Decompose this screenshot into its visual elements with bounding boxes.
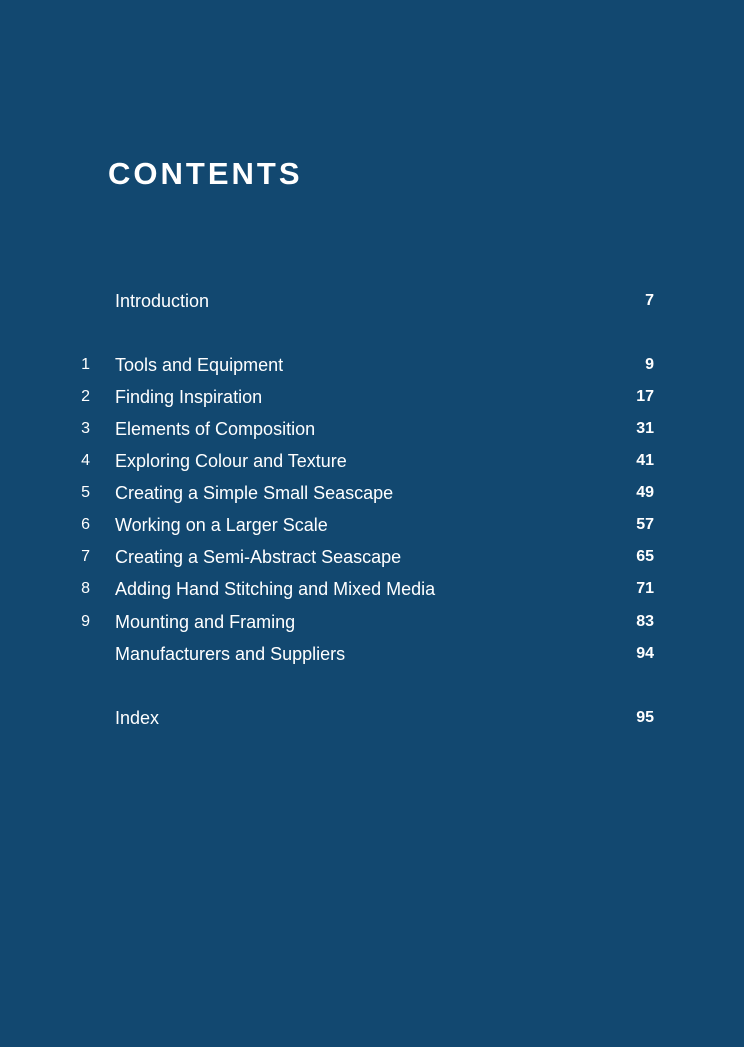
toc-entry-chapter-7[interactable]: [0, 543, 744, 571]
chapter-title: Introduction: [115, 291, 210, 311]
page-number: 9: [645, 356, 654, 373]
chapter-number: 3: [81, 420, 90, 437]
toc-entry-chapter-6[interactable]: [0, 511, 744, 539]
toc-entry-introduction[interactable]: [0, 287, 744, 315]
page-number: 41: [636, 452, 654, 469]
chapter-title: Adding Hand Stitching and Mixed Media: [115, 579, 436, 599]
chapter-title: Tools and Equipment: [115, 355, 284, 375]
chapter-number: 8: [81, 580, 90, 597]
toc-entry-chapter-9[interactable]: [0, 608, 744, 636]
chapter-title: Mounting and Framing: [115, 612, 296, 632]
toc-entry-chapter-4[interactable]: [0, 447, 744, 475]
page-number: 71: [636, 580, 654, 597]
chapter-title: Creating a Simple Small Seascape: [115, 483, 394, 503]
chapter-number: 1: [81, 356, 90, 373]
chapter-number: 4: [81, 452, 90, 469]
chapter-title: Creating a Semi-Abstract Seascape: [115, 547, 402, 567]
page-number: 95: [636, 709, 654, 726]
page-title: CONTENTS: [108, 156, 303, 191]
chapter-title: Index: [115, 708, 160, 728]
chapter-title: Manufacturers and Suppliers: [115, 644, 346, 664]
chapter-number: 6: [81, 516, 90, 533]
chapter-title: Working on a Larger Scale: [115, 515, 328, 535]
toc-entry-chapter-3[interactable]: [0, 415, 744, 443]
page-number: 83: [636, 613, 654, 630]
page-number: 17: [636, 388, 654, 405]
chapter-title: Exploring Colour and Texture: [115, 451, 347, 471]
toc-entry-chapter-2[interactable]: [0, 383, 744, 411]
chapter-number: 9: [81, 613, 90, 630]
chapter-number: 2: [81, 388, 90, 405]
page-number: 65: [636, 548, 654, 565]
page-number: 94: [636, 645, 654, 662]
page-number: 49: [636, 484, 654, 501]
chapter-title: Finding Inspiration: [115, 387, 263, 407]
chapter-number: 5: [81, 484, 90, 501]
toc-entry-chapter-1[interactable]: [0, 351, 744, 379]
page-number: 57: [636, 516, 654, 533]
page-number: 31: [636, 420, 654, 437]
toc-entry-chapter-8[interactable]: [0, 575, 744, 603]
page-number: 7: [645, 292, 654, 309]
toc-entry-chapter-5[interactable]: [0, 479, 744, 507]
chapter-number: 7: [81, 548, 90, 565]
chapter-title: Elements of Composition: [115, 419, 316, 439]
toc-entry-index[interactable]: [0, 704, 744, 732]
toc-entry-manufacturers[interactable]: [0, 640, 744, 668]
